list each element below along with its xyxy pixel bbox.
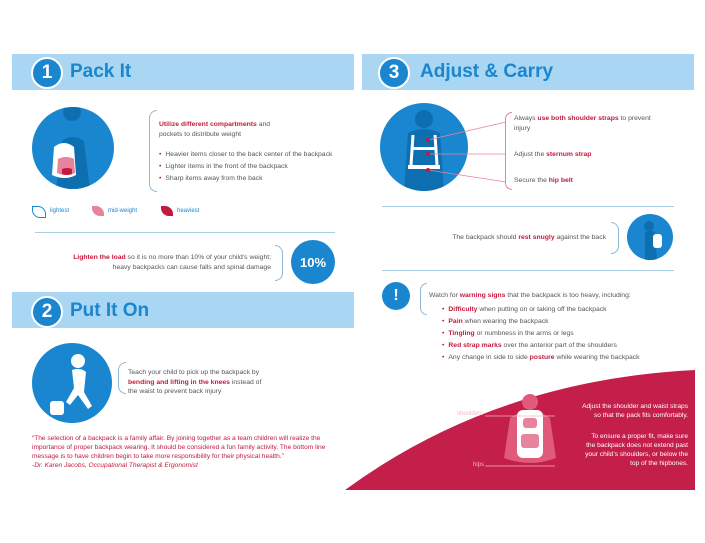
warning-bullet-3: • Tingling or numbness in the arms or legs — [442, 330, 574, 337]
snug-backpack-illustration — [627, 214, 673, 260]
legend-label-heaviest: heaviest — [177, 208, 200, 214]
warning-badge — [382, 282, 410, 310]
family-quote: “The selection of a backpack is a family affair. By joining together as a team children will realize the importance of proper backpack wearing. It should be considered a fun family activity. The bottom line message is to have children begin to take more responsibility for their physical health.” — [32, 435, 326, 460]
warning-icon: ! — [393, 287, 399, 304]
tip-sternum-strap: Adjust the sternum strap — [514, 151, 592, 158]
section3-title: Adjust & Carry — [420, 61, 554, 82]
pack-it-illustration — [32, 107, 114, 189]
fit-label-shoulders: shoulders — [457, 411, 484, 417]
fit-panel-background — [345, 360, 705, 490]
warning-brace — [420, 283, 427, 315]
child-backpack-icon — [32, 107, 114, 189]
section1-banner — [12, 54, 354, 90]
pack-bullet-2: • Lighter items in the front of the backpack — [159, 163, 288, 170]
section3-divider-1 — [382, 206, 674, 207]
tip-hip-belt: Secure the hip belt — [514, 177, 573, 184]
load-brace — [275, 245, 283, 281]
fit-label-hips: hips — [473, 462, 485, 468]
legend-label-midweight: mid-weight — [108, 208, 138, 214]
warning-bullet-5: • Any change in side to side posture while wearing the backpack — [442, 354, 640, 361]
section1-title: Pack It — [70, 61, 132, 82]
put-it-on-illustration — [32, 343, 112, 423]
warning-bullet-2: • Pain when wearing the backpack — [442, 318, 549, 325]
section2-title: Put It On — [70, 300, 150, 321]
legend-swatch-lightest — [32, 206, 46, 218]
warning-bullet-4: • Red strap marks over the anterior part of the shoulders — [442, 342, 617, 349]
section2-banner — [12, 292, 354, 328]
fit-text-2: To ensure a proper fit, make sure the backpack does not extend past your child’s shoulders, or below the top of the hipbones. — [585, 433, 688, 467]
lifting-text: Teach your child to pick up the backpack by bending and lifting in the knees instead of the waist to prevent back injury — [128, 369, 262, 395]
ten-percent-value: 10% — [299, 254, 327, 270]
section1-divider — [35, 232, 335, 233]
section1-number-badge: 1 — [31, 57, 63, 89]
section2-brace — [118, 362, 126, 394]
child-lifting-icon — [32, 343, 112, 423]
legend-swatch-midweight — [92, 206, 104, 216]
pack-bullet-3: • Sharp items away from the back — [159, 175, 262, 182]
compartments-text: Utilize different compartments and pockets to distribute weight — [159, 121, 271, 138]
legend-swatch-heaviest — [161, 206, 173, 216]
strap-callout-lines — [418, 112, 518, 202]
tip-shoulder-straps: Always use both shoulder straps to prevent injury — [514, 115, 651, 132]
snug-brace — [611, 222, 619, 254]
section3-divider-2 — [382, 270, 674, 271]
lighten-load-text: Lighten the load so it is no more than 10% of your child’s weight; heavy backpacks can cause falls and spinal damage — [73, 254, 271, 271]
warning-bullet-1: • Difficulty when putting on or taking off the backpack — [442, 306, 607, 313]
warning-intro-text: Watch for warning signs that the backpack is too heavy, including: — [429, 292, 631, 299]
fit-text-1: Adjust the shoulder and waist straps so that the pack fits comfortably. — [582, 403, 688, 419]
ten-percent-badge — [291, 240, 335, 284]
quote-attribution: -Dr. Karen Jacobs, Occupational Therapist & Ergonomist — [32, 462, 198, 469]
section2-number-badge: 2 — [31, 296, 63, 328]
rest-snugly-text: The backpack should rest snugly against the back — [452, 234, 606, 241]
side-view-backpack-icon — [627, 214, 673, 260]
section3-number-badge: 3 — [378, 57, 410, 89]
pack-bullet-1: • Heavier items closer to the back center of the backpack — [159, 151, 332, 158]
section1-brace — [149, 110, 157, 192]
legend-label-lightest: lightest — [50, 208, 70, 214]
section3-brace — [505, 112, 512, 190]
